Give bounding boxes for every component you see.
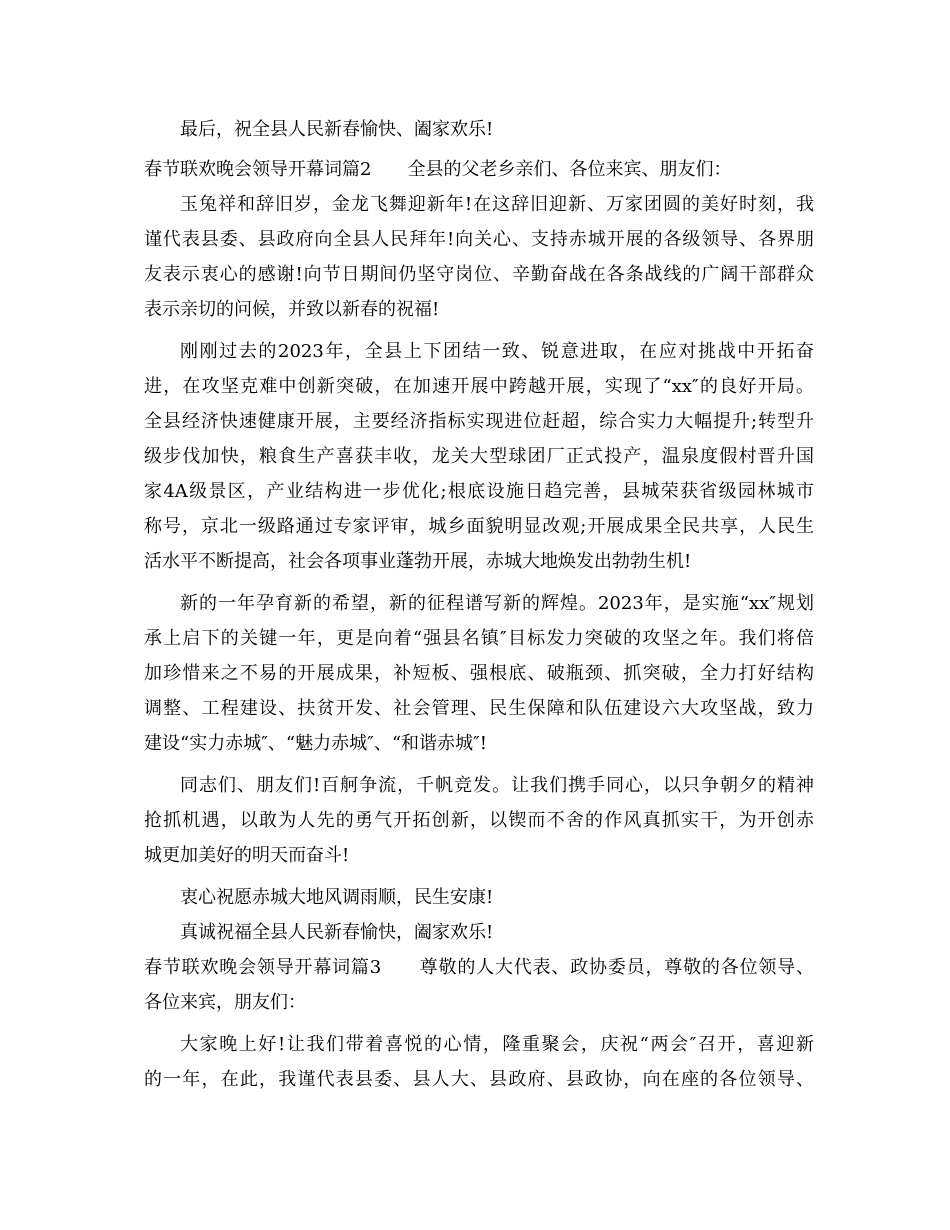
section-heading-line: 春节联欢晚会领导开幕词篇3 尊敬的人大代表、政协委员，尊敬的各位领导、: [144, 957, 814, 978]
text-line: 谨代表县委、县政府向全县人民拜年!向关心、支持赤城开展的各级领导、各界朋: [144, 229, 814, 250]
text-line: 加珍惜来之不易的开展成果，补短板、强根底、破瓶颈、抓突破，全力打好结构: [144, 663, 814, 684]
text-line: 刚刚过去的2023年，全县上下团结一致、锐意进取，在应对挑战中开拓奋: [180, 341, 814, 362]
text-line: 真诚祝福全县人民新春愉快，阖家欢乐!: [180, 922, 494, 943]
text-line: 抢抓机遇，以敢为人先的勇气开拓创新，以锲而不舍的作风真抓实干，为开创赤: [144, 810, 814, 831]
text-line: 友表示衷心的感谢!向节日期间仍坚守岗位、辛勤奋战在各条战线的广阔干部群众: [144, 264, 814, 285]
text-line: 玉兔祥和辞旧岁，金龙飞舞迎新年!在这辞旧迎新、万家团圆的美好时刻，我: [180, 194, 814, 215]
text-line: 大家晚上好!让我们带着喜悦的心情，隆重聚会，庆祝“两会″召开，喜迎新: [180, 1034, 814, 1055]
text-line: 建设“实力赤城″、“魅力赤城″、“和谐赤城″!: [144, 733, 488, 754]
section-heading-line: 春节联欢晚会领导开幕词篇2 全县的父老乡亲们、各位来宾、朋友们：: [144, 159, 732, 180]
text-line: 家4A级景区，产业结构进一步优化;根底设施日趋完善，县城荣获省级园林城市: [144, 481, 814, 502]
text-line: 调整、工程建设、扶贫开发、社会管理、民生保障和队伍建设六大攻坚战，致力: [144, 698, 814, 719]
text-line: 全县经济快速健康开展，主要经济指标实现进位赶超，综合实力大幅提升;转型升: [144, 411, 814, 432]
text-line: 的一年，在此，我谨代表县委、县人大、县政府、县政协，向在座的各位领导、: [144, 1069, 814, 1090]
text-line: 衷心祝愿赤城大地风调雨顺，民生安康!: [180, 887, 494, 908]
text-line: 表示亲切的问候，并致以新春的祝福!: [144, 299, 440, 320]
text-line: 级步伐加快，粮食生产喜获丰收，龙关大型球团厂正式投产，温泉度假村晋升国: [144, 446, 814, 467]
text-line: 城更加美好的明天而奋斗!: [144, 845, 350, 866]
text-line: 进，在攻坚克难中创新突破，在加速开展中跨越开展，实现了“xx″的良好开局。: [144, 376, 814, 397]
text-line: 承上启下的关键一年，更是向着“强县名镇″目标发力突破的攻坚之年。我们将倍: [144, 628, 814, 649]
text-line: 新的一年孕育新的希望，新的征程谱写新的辉煌。2023年，是实施“xx″规划: [180, 593, 814, 614]
text-line: 同志们、朋友们!百舸争流，千帆竞发。让我们携手同心，以只争朝夕的精神: [180, 775, 814, 796]
text-line: 称号，京北一级路通过专家评审，城乡面貌明显改观;开展成果全民共享，人民生: [144, 516, 814, 537]
text-line: 各位来宾，朋友们：: [144, 992, 306, 1013]
text-line: 最后，祝全县人民新春愉快、阖家欢乐!: [180, 119, 494, 140]
text-line: 活水平不断提高，社会各项事业蓬勃开展，赤城大地焕发出勃勃生机!: [144, 551, 692, 572]
